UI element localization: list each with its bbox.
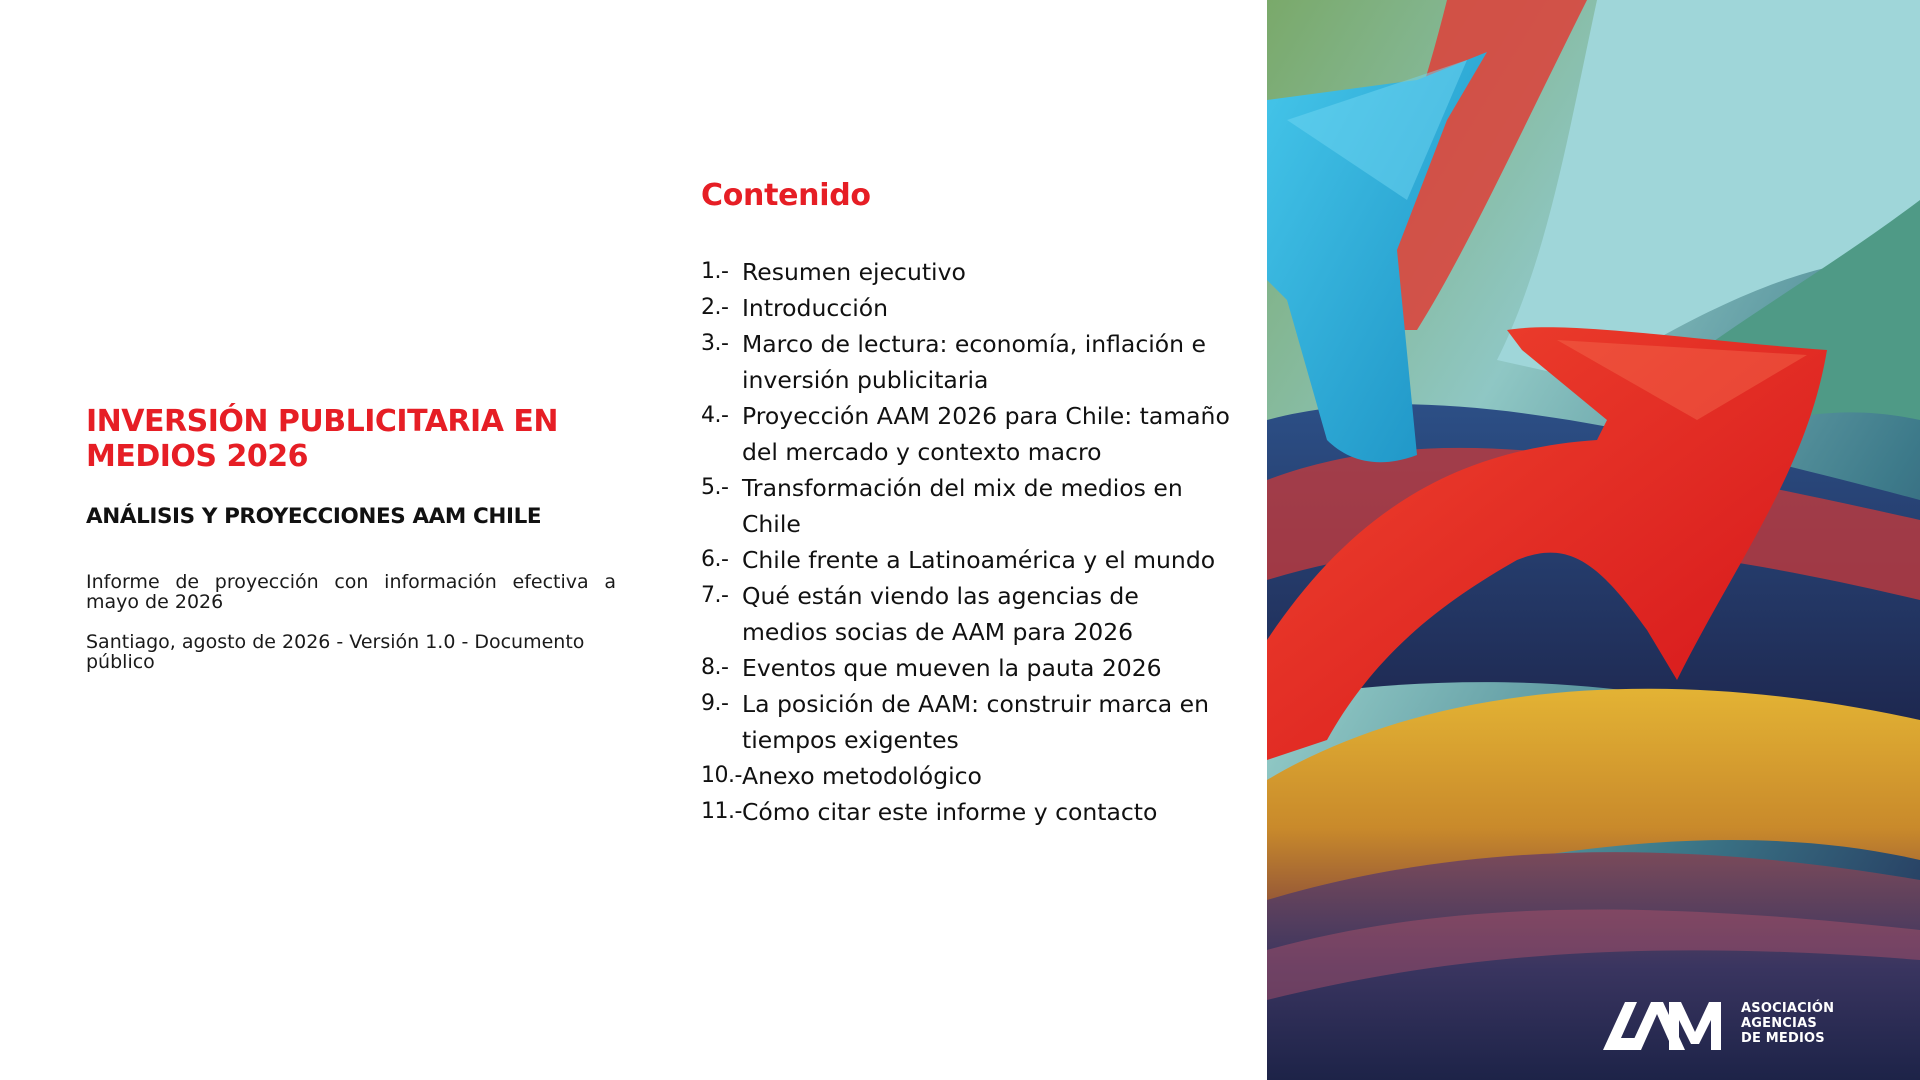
toc-item-label: Transformación del mix de medios en Chile xyxy=(742,474,1183,538)
report-subtitle: ANÁLISIS Y PROYECCIONES AAM CHILE xyxy=(86,504,542,529)
toc-item[interactable] xyxy=(701,794,1231,830)
toc-item-number: 7.- xyxy=(701,583,729,608)
toc-item[interactable] xyxy=(701,650,1231,686)
toc-item-label: Cómo citar este informe y contacto xyxy=(742,798,1158,826)
toc-item-label: La posición de AAM: construir marca en tiempos exigentes xyxy=(742,690,1209,754)
toc-item[interactable] xyxy=(701,686,1231,758)
toc-item-label: Anexo metodológico xyxy=(742,762,982,790)
toc-item-label: Resumen ejecutivo xyxy=(742,258,966,286)
toc-item-label: Chile frente a Latinoamérica y el mundo xyxy=(742,546,1216,574)
toc-item[interactable] xyxy=(701,758,1231,794)
toc-item-number: 9.- xyxy=(701,691,729,716)
toc-item[interactable] xyxy=(701,398,1231,470)
toc-item[interactable] xyxy=(701,470,1231,542)
toc-item-number: 2.- xyxy=(701,295,729,320)
toc-item-label: Qué están viendo las agencias de medios socias de AAM para 2026 xyxy=(742,582,1139,646)
logo-line-3: DE MEDIOS xyxy=(1741,1030,1825,1046)
toc-item-number: 4.- xyxy=(701,403,729,428)
toc-item[interactable] xyxy=(701,578,1231,650)
toc-item-label: Proyección AAM 2026 para Chile: tamaño del mercado y contexto macro xyxy=(742,402,1230,466)
rising-arrows-illustration xyxy=(1267,0,1920,1080)
toc-item-number: 5.- xyxy=(701,475,729,500)
toc-item[interactable] xyxy=(701,326,1231,398)
report-edition-line: Santiago, agosto de 2026 - Versión 1.0 - Documento público xyxy=(86,631,585,673)
cover-title-block xyxy=(86,404,616,672)
toc-item-number: 10.- xyxy=(701,763,742,788)
toc-item-number: 8.- xyxy=(701,655,729,680)
toc-item-label: Introducción xyxy=(742,294,889,322)
toc-item[interactable] xyxy=(701,290,1231,326)
table-of-contents xyxy=(701,254,1231,830)
logo-line-2: AGENCIAS xyxy=(1741,1015,1817,1031)
toc-item-number: 6.- xyxy=(701,547,729,572)
aam-logo xyxy=(1603,994,1834,1052)
toc-item-label: Eventos que mueven la pauta 2026 xyxy=(742,654,1162,682)
report-title: INVERSIÓN PUBLICITARIA EN MEDIOS 2026 xyxy=(86,404,558,474)
report-description: Informe de proyección con información efectiva a mayo de 2026 xyxy=(86,571,616,613)
toc-heading: Contenido xyxy=(701,178,871,213)
toc-item-number: 3.- xyxy=(701,331,729,356)
aam-logo-mark-icon xyxy=(1603,994,1731,1052)
cover-artwork xyxy=(1267,0,1920,1080)
logo-line-1: ASOCIACIÓN xyxy=(1741,1000,1835,1016)
toc-item-number: 11.- xyxy=(701,799,742,824)
toc-item-number: 1.- xyxy=(701,259,729,284)
toc-item[interactable] xyxy=(701,542,1231,578)
logo-wordmark xyxy=(1741,1001,1834,1046)
toc-item[interactable] xyxy=(701,254,1231,290)
toc-item-label: Marco de lectura: economía, inflación e inversión publicitaria xyxy=(742,330,1206,394)
